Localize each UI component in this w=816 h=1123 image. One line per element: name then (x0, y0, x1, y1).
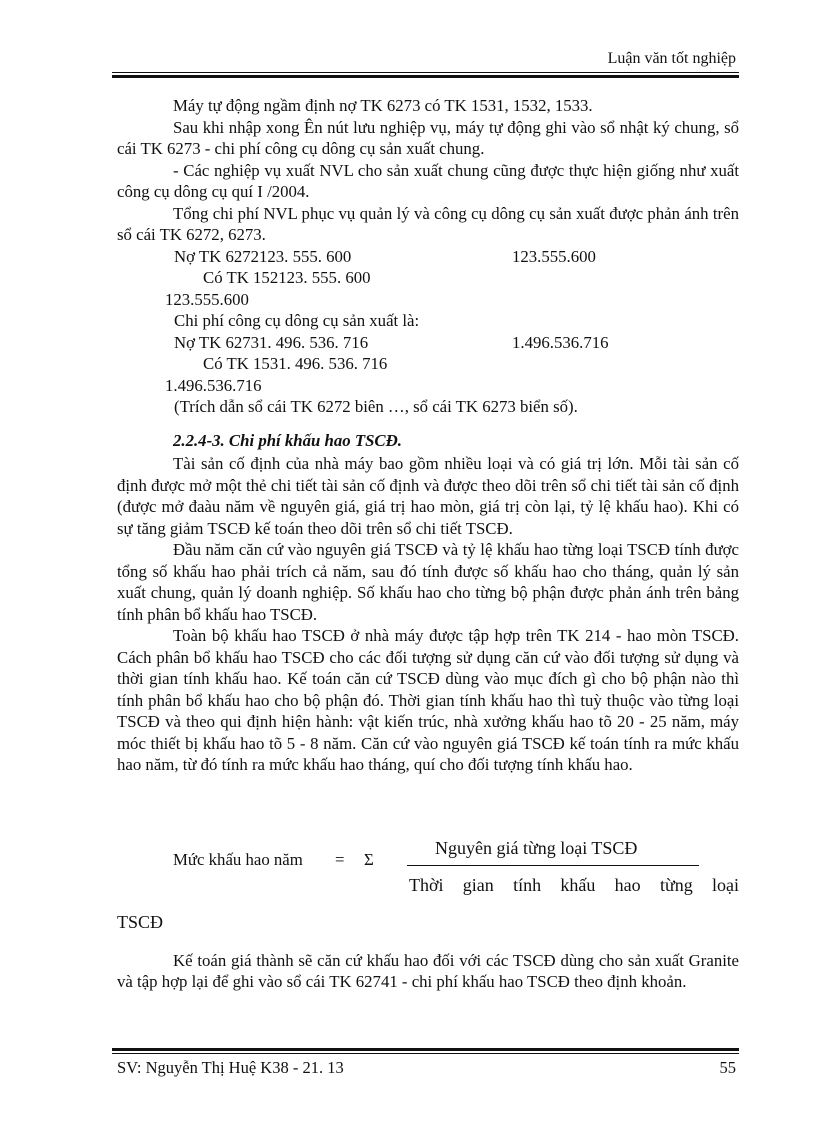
entry-amount: 1.496.536.716 (512, 332, 609, 352)
fraction-bar (407, 865, 699, 866)
entry-amount: 123.555.600 (512, 246, 596, 266)
page-number: 55 (719, 1058, 736, 1077)
paragraph: Chi phí công cụ dông cụ sản xuất là: (174, 311, 420, 330)
formula-lhs: Mức khấu hao năm (173, 850, 303, 869)
header-rule-thick (112, 75, 739, 78)
denominator-continuation: TSCĐ (117, 912, 164, 932)
paragraph: Máy tự động ngầm định nợ TK 6273 có TK 1531, 1532, 1533. (173, 96, 593, 115)
paragraph: Đầu năm căn cứ vào nguyên giá TSCĐ và tỷ lệ khấu hao từng loại TSCĐ tính được tổng số khấu hao phải trích cả năm, sau đó tính được số khấu hao cho tháng, quản lý sản xuất chung, quản lý doanh nghiệp. Số khấu hao cho từng bộ phận được phản ánh trên bảng tính phân bổ khấu hao TSCĐ. (117, 540, 739, 624)
entry-amount: 1.496.536.716 (165, 375, 262, 395)
footer-rule-thin (112, 1053, 739, 1054)
running-header-title: Luận văn tốt nghiệp (607, 50, 736, 67)
paragraph: Kế toán giá thành sẽ căn cứ khấu hao đối với các TSCĐ dùng cho sản xuất Granite và tập hợp lại để ghi vào sổ cái TK 62741 - chi phí khấu hao TSCĐ theo định khoản. (117, 950, 739, 991)
depreciation-formula (117, 838, 739, 898)
paragraph: Tài sản cố định của nhà máy bao gồm nhiều loại và có giá trị lớn. Mỗi tài sản cố định được mở một thẻ chi tiết tài sản cố định và được theo dõi trên sổ chi tiết tài sản cố định (được mở đaàu năm về nguyên giá, giá trị hao mòn, giá trị còn lại, tỷ lệ khấu hao). Khi có sự tăng giảm TSCĐ kế toán theo dõi trên sổ chi tiết TSCĐ. (117, 454, 739, 538)
formula-denominator: Thời gian tính khấu hao từng loại (409, 875, 739, 895)
header-rule-thin (112, 72, 739, 73)
closing-section (117, 912, 739, 993)
citation-note: (Trích dẫn sổ cái TK 6272 biên …, sổ cái TK 6273 biển số). (174, 397, 578, 416)
footer-author: SV: Nguyễn Thị Huệ K38 - 21. 13 (117, 1058, 344, 1077)
formula-equals: = (335, 850, 345, 869)
journal-entry-row (117, 332, 739, 354)
body-text (117, 95, 739, 776)
paragraph: - Các nghiệp vụ xuất NVL cho sản xuất chung cũng được thực hiện giống như xuất công cụ dông cụ quí I /2004. (117, 160, 739, 201)
entry-amount: 123.555.600 (165, 289, 249, 309)
paragraph: Sau khi nhập xong Ên nút lưu nghiệp vụ, máy tự động ghi vào sổ nhật ký chung, sổ cái TK 6273 - chi phí công cụ dông cụ sản xuất chung. (117, 117, 739, 158)
formula-sigma: Σ (364, 850, 374, 869)
paragraph: Tổng chi phí NVL phục vụ quản lý và công cụ dông cụ sản xuất được phản ánh trên sổ cái TK 6272, 6273. (117, 203, 739, 244)
footer-rule-thick (112, 1048, 739, 1051)
section-heading: 2.2.4-3. Chi phí khấu hao TSCĐ. (173, 430, 402, 450)
debit-account: Nợ TK 62731. 496. 536. 716 (174, 332, 369, 352)
paragraph: Toàn bộ khấu hao TSCĐ ở nhà máy được tập hợp trên TK 214 - hao mòn TSCĐ. Cách phân bổ khấu hao TSCĐ cho các đối tượng sử dụng căn cứ vào đối tượng sử dụng và thời gian tính khấu hao. Kế toán căn cứ TSCĐ dùng vào mục đích gì cho bộ phận nào thì tính phân bổ khấu hao cho bộ phận đó. Thời gian tính khấu hao thì tuỳ thuộc vào từng loại TSCĐ và theo qui định hiện hành: vật kiến trúc, nhà xưởng khấu hao tõ 20 - 25 năm, máy móc thiết bị khấu hao tõ 5 - 8 năm. Căn cứ vào nguyên giá TSCĐ kế toán tính ra mức khấu hao năm, từ đó tính ra mức khấu hao tháng, quí cho đối tượng tính khấu hao. (117, 626, 739, 774)
formula-numerator: Nguyên giá từng loại TSCĐ (435, 838, 638, 858)
journal-entry-row (117, 246, 739, 268)
debit-account: Nợ TK 6272123. 555. 600 (174, 246, 352, 266)
credit-account: Có TK 152123. 555. 600 (203, 268, 371, 287)
credit-account: Có TK 1531. 496. 536. 716 (203, 354, 388, 373)
